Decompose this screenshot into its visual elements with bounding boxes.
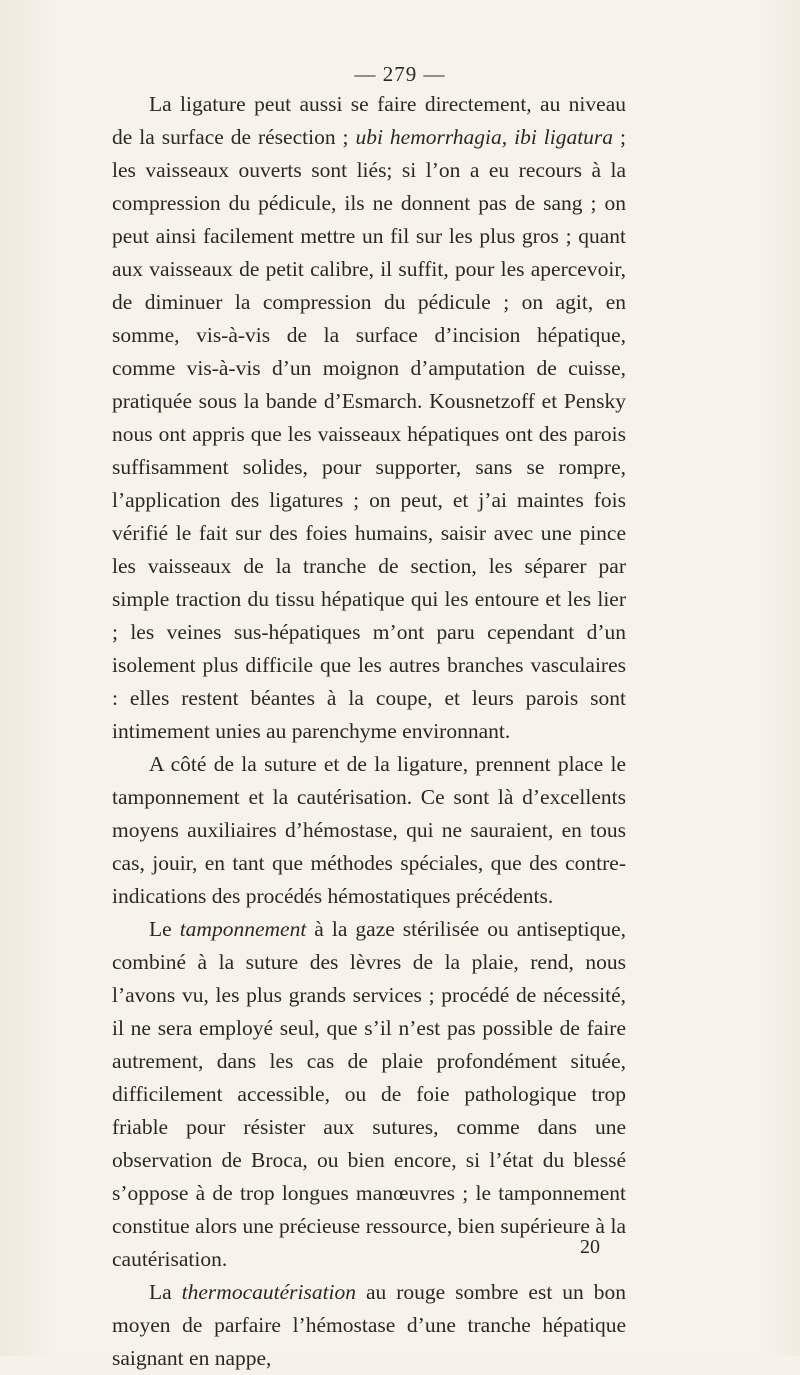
page-number-header: — 279 — <box>354 62 446 86</box>
term-tamponnement: tamponnement <box>179 917 307 941</box>
paragraph-tamponnement <box>112 913 626 1276</box>
body-text <box>112 88 626 1375</box>
paragraph-thermocauterisation <box>112 1276 626 1375</box>
text-run: Le <box>149 917 180 941</box>
term-thermocauterisation: thermocautérisation <box>181 1280 357 1304</box>
text-run: au rouge sombre est un bon moyen de parfaire l’hémostase d’une tranche hépatique saignant en nappe, <box>112 1280 627 1370</box>
signature-mark: 20 <box>580 1236 600 1258</box>
text-run: ; les vaisseaux ouverts sont liés; si l’on a eu recours à la compression du pédicule, ils ne donnent pas de sang ; on peut ainsi facilement mettre un fil sur les plus gros ; quant aux vaisseaux de petit calibre, il suffit, pour les apercevoir, de diminuer la compression du pédicule ; on agit, en somme, vis-à-vis de la surface d’incision hépatique, comme vis-à-vis d’un moignon d’amputation de cuisse, pratiquée sous la bande d’Esmarch. Kousnetzoff et Pensky nous ont appris que les vaisseaux hépatiques ont des parois suffisamment solides, pour supporter, sans se rompre, l’application des ligatures ; on peut, et j’ai maintes fois vérifié le fait sur des foies humains, saisir avec une pince les vaisseaux de la tranche de section, les séparer par simple traction du tissu hépatique qui les entoure et les lier ; les veines sus-hépatiques m’ont paru cependant d’un isolement plus difficile que les autres branches vasculaires : elles restent béantes à la coupe, et leurs parois sont intimement unies au parenchyme environnant. <box>112 125 626 743</box>
paragraph-ligature <box>112 88 626 748</box>
latin-quote: ubi hemorrhagia, ibi ligatura <box>355 125 614 149</box>
paragraph-auxiliary-means <box>112 748 626 913</box>
text-run: La ligature peut aussi se faire directement, au niveau de la surface de résection ; <box>112 92 626 149</box>
text-run: à la gaze stérilisée ou antiseptique, combiné à la suture des lèvres de la plaie, rend, nous l’avons vu, les plus grands services ; procédé de nécessité, il ne sera employé seul, que s’il n’est pas possible de faire autrement, dans les cas de plaie profondément située, difficilement accessible, ou de foie pathologique trop friable pour résister aux sutures, comme dans une observation de Broca, ou bien encore, si l’état du blessé s’oppose à de trop longues manœuvres ; le tamponnement constitue alors une précieuse ressource, bien supérieure à la cautérisation. <box>112 917 626 1271</box>
text-run: La <box>149 1280 182 1304</box>
text-run: A côté de la suture et de la ligature, prennent place le tamponnement et la cautérisation. Ce sont là d’excellents moyens auxiliaires d’hémostase, qui ne sauraient, en tous cas, jouir, en tant que méthodes spéciales, que des contre-indications des procédés hémostatiques précédents. <box>112 752 626 908</box>
